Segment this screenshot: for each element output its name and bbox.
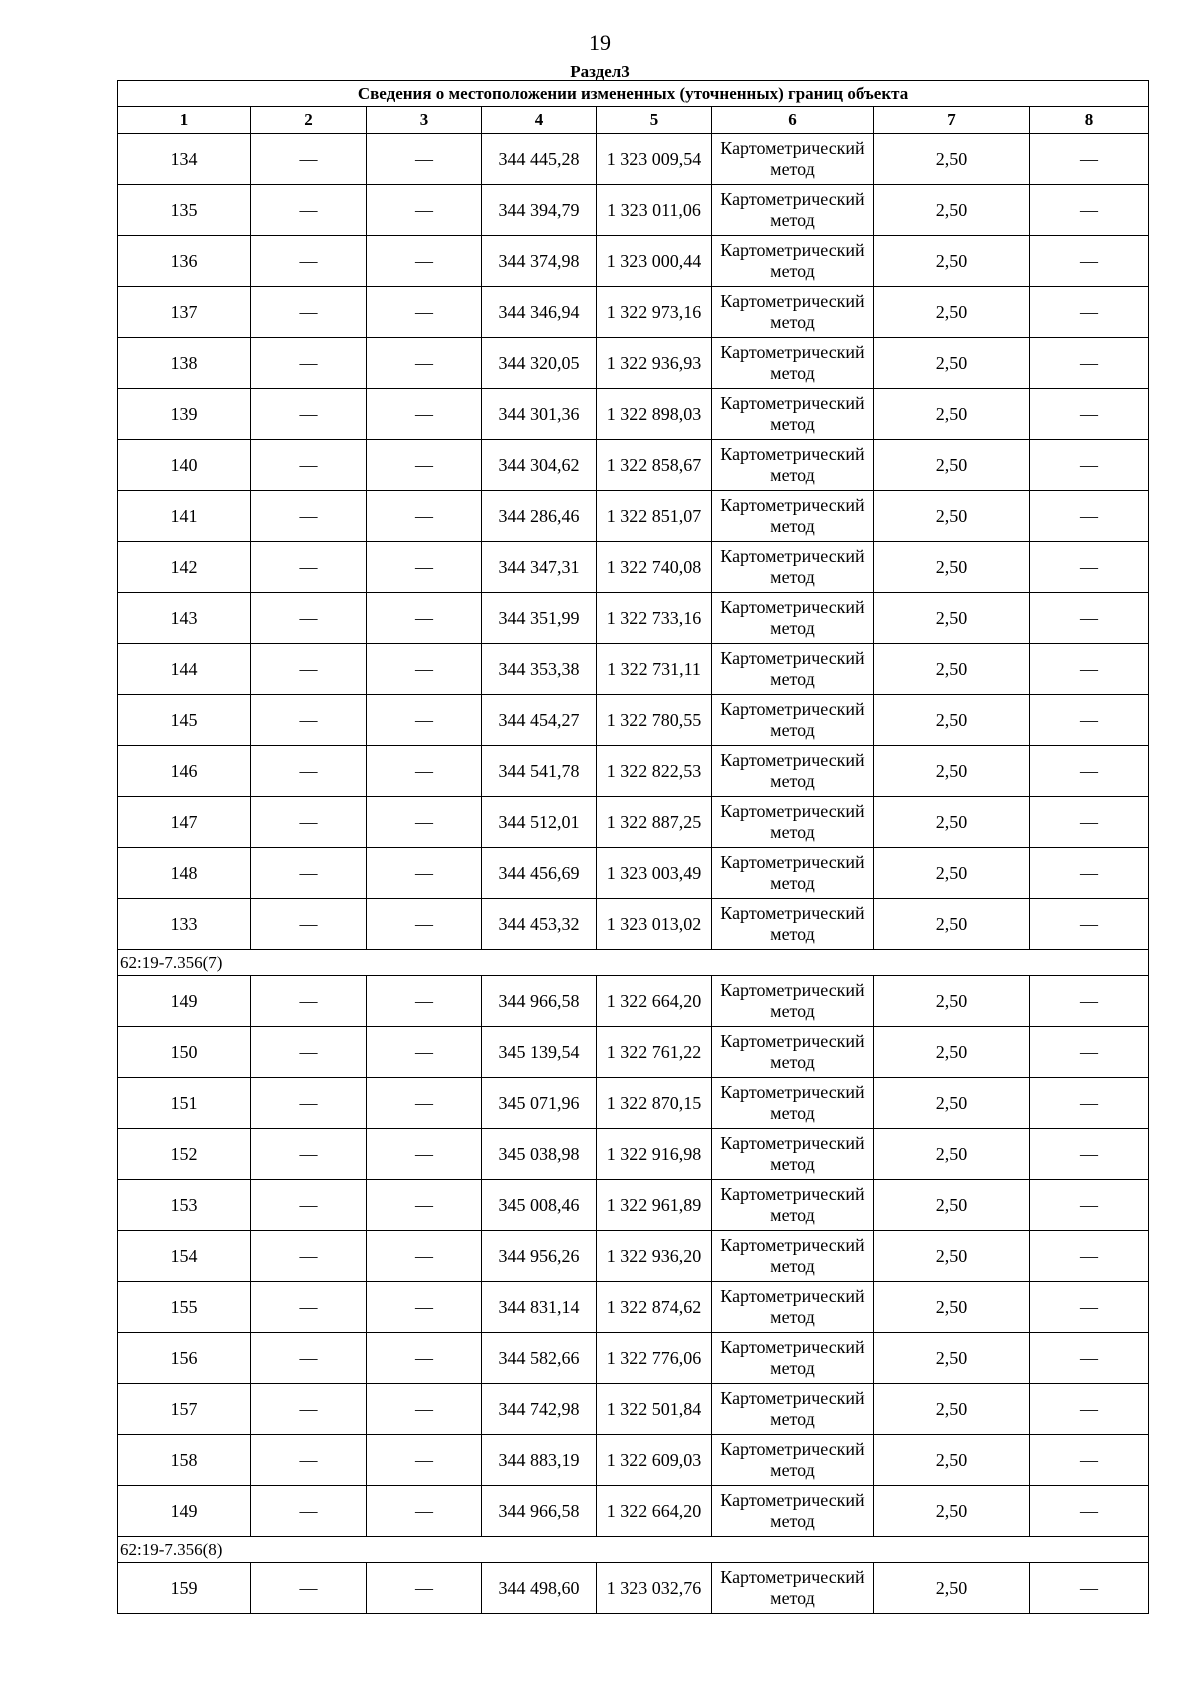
table-row: [118, 1486, 1149, 1537]
cell-col-2: —: [251, 1435, 367, 1486]
cell-accuracy: 2,50: [874, 1027, 1030, 1078]
cell-col-3: —: [367, 1231, 482, 1282]
group-header-row: [118, 1537, 1149, 1563]
cell-col-3: —: [367, 1282, 482, 1333]
boundary-coordinates-table: [117, 80, 1149, 1614]
section-title: Раздел3: [570, 62, 630, 81]
cell-coord-y: 1 322 733,16: [597, 593, 712, 644]
cell-col-2: —: [251, 338, 367, 389]
cell-method: Картометрический метод: [712, 338, 874, 389]
cell-method: Картометрический метод: [712, 644, 874, 695]
table-row: [118, 1231, 1149, 1282]
table-body: [118, 134, 1149, 1614]
cell-col-3: —: [367, 1486, 482, 1537]
cell-method: Картометрический метод: [712, 1333, 874, 1384]
cell-point-number: 135: [118, 185, 251, 236]
cell-col-8: —: [1030, 1231, 1149, 1282]
cell-col-3: —: [367, 593, 482, 644]
cell-coord-x: 344 582,66: [482, 1333, 597, 1384]
cell-coord-x: 345 038,98: [482, 1129, 597, 1180]
cell-point-number: 145: [118, 695, 251, 746]
column-header-4: 4: [482, 107, 597, 134]
cell-accuracy: 2,50: [874, 338, 1030, 389]
cell-col-2: —: [251, 797, 367, 848]
cell-method: Картометрический метод: [712, 1231, 874, 1282]
cell-col-8: —: [1030, 1129, 1149, 1180]
cell-method: Картометрический метод: [712, 287, 874, 338]
cell-col-3: —: [367, 644, 482, 695]
cell-col-8: —: [1030, 440, 1149, 491]
cell-col-8: —: [1030, 1180, 1149, 1231]
cell-col-8: —: [1030, 134, 1149, 185]
cell-col-2: —: [251, 1180, 367, 1231]
cell-coord-x: 345 139,54: [482, 1027, 597, 1078]
cell-col-8: —: [1030, 236, 1149, 287]
cell-coord-x: 344 304,62: [482, 440, 597, 491]
cell-accuracy: 2,50: [874, 440, 1030, 491]
cell-coord-x: 344 498,60: [482, 1563, 597, 1614]
cell-col-2: —: [251, 1486, 367, 1537]
table-caption-row: [118, 81, 1149, 107]
cell-coord-x: 344 453,32: [482, 899, 597, 950]
table-row: [118, 134, 1149, 185]
cell-accuracy: 2,50: [874, 593, 1030, 644]
cell-accuracy: 2,50: [874, 542, 1030, 593]
cell-col-3: —: [367, 1078, 482, 1129]
cell-method: Картометрический метод: [712, 1384, 874, 1435]
cell-method: Картометрический метод: [712, 1486, 874, 1537]
cell-col-8: —: [1030, 899, 1149, 950]
cell-coord-y: 1 322 664,20: [597, 1486, 712, 1537]
table-row: [118, 389, 1149, 440]
cell-coord-x: 344 353,38: [482, 644, 597, 695]
cell-method: Картометрический метод: [712, 185, 874, 236]
cell-point-number: 144: [118, 644, 251, 695]
table-row: [118, 440, 1149, 491]
cell-col-2: —: [251, 491, 367, 542]
cell-point-number: 133: [118, 899, 251, 950]
cell-coord-y: 1 322 936,93: [597, 338, 712, 389]
cell-col-2: —: [251, 593, 367, 644]
cell-col-3: —: [367, 1027, 482, 1078]
cell-col-2: —: [251, 848, 367, 899]
cell-col-8: —: [1030, 389, 1149, 440]
cell-col-3: —: [367, 976, 482, 1027]
table-row: [118, 287, 1149, 338]
cell-coord-y: 1 323 009,54: [597, 134, 712, 185]
cell-col-8: —: [1030, 976, 1149, 1027]
cell-col-8: —: [1030, 695, 1149, 746]
cell-accuracy: 2,50: [874, 287, 1030, 338]
cell-coord-x: 344 351,99: [482, 593, 597, 644]
table-row: [118, 848, 1149, 899]
cell-col-2: —: [251, 644, 367, 695]
cell-point-number: 155: [118, 1282, 251, 1333]
table-row: [118, 1563, 1149, 1614]
cell-coord-y: 1 322 740,08: [597, 542, 712, 593]
cell-accuracy: 2,50: [874, 1486, 1030, 1537]
column-header-6: 6: [712, 107, 874, 134]
cell-col-2: —: [251, 440, 367, 491]
cell-accuracy: 2,50: [874, 1282, 1030, 1333]
cell-col-2: —: [251, 389, 367, 440]
cell-method: Картометрический метод: [712, 695, 874, 746]
cell-col-3: —: [367, 899, 482, 950]
cell-accuracy: 2,50: [874, 976, 1030, 1027]
cell-col-8: —: [1030, 185, 1149, 236]
cell-point-number: 141: [118, 491, 251, 542]
table-row: [118, 1027, 1149, 1078]
cell-coord-y: 1 322 874,62: [597, 1282, 712, 1333]
column-header-5: 5: [597, 107, 712, 134]
cell-col-3: —: [367, 440, 482, 491]
cell-col-3: —: [367, 1563, 482, 1614]
cell-col-3: —: [367, 236, 482, 287]
cell-col-2: —: [251, 695, 367, 746]
cell-col-2: —: [251, 1384, 367, 1435]
cell-col-2: —: [251, 542, 367, 593]
cell-col-2: —: [251, 899, 367, 950]
cell-coord-y: 1 322 973,16: [597, 287, 712, 338]
cell-coord-x: 344 445,28: [482, 134, 597, 185]
cell-coord-y: 1 322 898,03: [597, 389, 712, 440]
cell-method: Картометрический метод: [712, 1129, 874, 1180]
cell-col-3: —: [367, 389, 482, 440]
cell-col-2: —: [251, 1078, 367, 1129]
cell-point-number: 157: [118, 1384, 251, 1435]
cell-coord-y: 1 323 013,02: [597, 899, 712, 950]
cell-col-8: —: [1030, 1078, 1149, 1129]
cell-accuracy: 2,50: [874, 389, 1030, 440]
column-header-3: 3: [367, 107, 482, 134]
cell-point-number: 152: [118, 1129, 251, 1180]
table-row: [118, 185, 1149, 236]
cell-col-8: —: [1030, 1282, 1149, 1333]
cell-accuracy: 2,50: [874, 746, 1030, 797]
table-row: [118, 899, 1149, 950]
cell-col-3: —: [367, 746, 482, 797]
cell-accuracy: 2,50: [874, 1078, 1030, 1129]
group-label: 62:19-7.356(8): [118, 1537, 1149, 1563]
cell-col-8: —: [1030, 1384, 1149, 1435]
cell-col-2: —: [251, 1563, 367, 1614]
cell-point-number: 136: [118, 236, 251, 287]
cell-point-number: 158: [118, 1435, 251, 1486]
cell-method: Картометрический метод: [712, 1180, 874, 1231]
table-row: [118, 1384, 1149, 1435]
group-label: 62:19-7.356(7): [118, 950, 1149, 976]
cell-coord-y: 1 322 780,55: [597, 695, 712, 746]
cell-accuracy: 2,50: [874, 1333, 1030, 1384]
cell-coord-y: 1 322 761,22: [597, 1027, 712, 1078]
cell-method: Картометрический метод: [712, 1563, 874, 1614]
cell-coord-x: 344 286,46: [482, 491, 597, 542]
cell-point-number: 142: [118, 542, 251, 593]
cell-coord-y: 1 322 870,15: [597, 1078, 712, 1129]
cell-accuracy: 2,50: [874, 848, 1030, 899]
cell-col-3: —: [367, 695, 482, 746]
cell-coord-x: 344 347,31: [482, 542, 597, 593]
cell-col-8: —: [1030, 1563, 1149, 1614]
cell-col-3: —: [367, 1435, 482, 1486]
cell-coord-y: 1 322 731,11: [597, 644, 712, 695]
cell-accuracy: 2,50: [874, 1563, 1030, 1614]
cell-coord-x: 345 008,46: [482, 1180, 597, 1231]
cell-col-2: —: [251, 185, 367, 236]
cell-point-number: 140: [118, 440, 251, 491]
cell-accuracy: 2,50: [874, 134, 1030, 185]
cell-col-2: —: [251, 236, 367, 287]
cell-point-number: 137: [118, 287, 251, 338]
cell-col-8: —: [1030, 644, 1149, 695]
cell-coord-y: 1 322 501,84: [597, 1384, 712, 1435]
table-row: [118, 1129, 1149, 1180]
table-row: [118, 746, 1149, 797]
table-row: [118, 593, 1149, 644]
cell-point-number: 143: [118, 593, 251, 644]
cell-col-2: —: [251, 1129, 367, 1180]
table-row: [118, 797, 1149, 848]
cell-coord-y: 1 323 000,44: [597, 236, 712, 287]
table-row: [118, 976, 1149, 1027]
cell-method: Картометрический метод: [712, 899, 874, 950]
cell-col-2: —: [251, 1231, 367, 1282]
cell-coord-y: 1 322 961,89: [597, 1180, 712, 1231]
table-row: [118, 1180, 1149, 1231]
table-row: [118, 236, 1149, 287]
cell-accuracy: 2,50: [874, 1384, 1030, 1435]
cell-point-number: 153: [118, 1180, 251, 1231]
cell-accuracy: 2,50: [874, 185, 1030, 236]
cell-coord-y: 1 323 003,49: [597, 848, 712, 899]
cell-point-number: 146: [118, 746, 251, 797]
column-header-row: [118, 107, 1149, 134]
table-row: [118, 338, 1149, 389]
cell-coord-x: 344 456,69: [482, 848, 597, 899]
cell-coord-x: 344 883,19: [482, 1435, 597, 1486]
cell-coord-y: 1 322 887,25: [597, 797, 712, 848]
cell-method: Картометрический метод: [712, 746, 874, 797]
cell-col-8: —: [1030, 338, 1149, 389]
cell-col-8: —: [1030, 491, 1149, 542]
cell-method: Картометрический метод: [712, 236, 874, 287]
cell-col-8: —: [1030, 1435, 1149, 1486]
cell-col-3: —: [367, 338, 482, 389]
cell-point-number: 148: [118, 848, 251, 899]
cell-col-2: —: [251, 976, 367, 1027]
cell-coord-y: 1 322 609,03: [597, 1435, 712, 1486]
cell-col-3: —: [367, 542, 482, 593]
cell-col-2: —: [251, 746, 367, 797]
column-header-2: 2: [251, 107, 367, 134]
cell-method: Картометрический метод: [712, 1027, 874, 1078]
cell-coord-x: 345 071,96: [482, 1078, 597, 1129]
cell-point-number: 139: [118, 389, 251, 440]
table-row: [118, 1333, 1149, 1384]
table-row: [118, 1078, 1149, 1129]
cell-coord-x: 344 374,98: [482, 236, 597, 287]
cell-point-number: 156: [118, 1333, 251, 1384]
cell-col-8: —: [1030, 848, 1149, 899]
cell-coord-x: 344 320,05: [482, 338, 597, 389]
cell-coord-x: 344 301,36: [482, 389, 597, 440]
cell-method: Картометрический метод: [712, 389, 874, 440]
cell-coord-x: 344 512,01: [482, 797, 597, 848]
cell-col-3: —: [367, 491, 482, 542]
cell-method: Картометрический метод: [712, 797, 874, 848]
cell-point-number: 159: [118, 1563, 251, 1614]
table-caption: Сведения о местоположении измененных (уточненных) границ объекта: [118, 81, 1149, 107]
cell-col-3: —: [367, 1129, 482, 1180]
cell-accuracy: 2,50: [874, 797, 1030, 848]
cell-coord-x: 344 394,79: [482, 185, 597, 236]
cell-coord-x: 344 346,94: [482, 287, 597, 338]
cell-coord-x: 344 541,78: [482, 746, 597, 797]
cell-col-8: —: [1030, 797, 1149, 848]
table-row: [118, 1435, 1149, 1486]
table-row: [118, 644, 1149, 695]
cell-point-number: 147: [118, 797, 251, 848]
cell-col-3: —: [367, 287, 482, 338]
cell-accuracy: 2,50: [874, 1435, 1030, 1486]
cell-col-3: —: [367, 1180, 482, 1231]
table-row: [118, 491, 1149, 542]
cell-method: Картометрический метод: [712, 1078, 874, 1129]
cell-method: Картометрический метод: [712, 134, 874, 185]
cell-method: Картометрический метод: [712, 491, 874, 542]
cell-col-8: —: [1030, 1486, 1149, 1537]
cell-col-8: —: [1030, 593, 1149, 644]
cell-col-3: —: [367, 185, 482, 236]
column-header-8: 8: [1030, 107, 1149, 134]
cell-col-8: —: [1030, 287, 1149, 338]
cell-method: Картометрический метод: [712, 1282, 874, 1333]
page-number: 19: [589, 30, 611, 55]
cell-accuracy: 2,50: [874, 1129, 1030, 1180]
cell-coord-y: 1 322 858,67: [597, 440, 712, 491]
cell-method: Картометрический метод: [712, 848, 874, 899]
cell-col-3: —: [367, 1333, 482, 1384]
cell-coord-x: 344 956,26: [482, 1231, 597, 1282]
cell-col-8: —: [1030, 542, 1149, 593]
cell-point-number: 138: [118, 338, 251, 389]
cell-col-3: —: [367, 134, 482, 185]
cell-method: Картометрический метод: [712, 593, 874, 644]
cell-col-3: —: [367, 797, 482, 848]
cell-accuracy: 2,50: [874, 236, 1030, 287]
cell-coord-y: 1 322 664,20: [597, 976, 712, 1027]
cell-coord-x: 344 742,98: [482, 1384, 597, 1435]
cell-coord-y: 1 323 011,06: [597, 185, 712, 236]
table-row: [118, 542, 1149, 593]
cell-point-number: 150: [118, 1027, 251, 1078]
cell-col-8: —: [1030, 1333, 1149, 1384]
column-header-1: 1: [118, 107, 251, 134]
cell-coord-y: 1 322 851,07: [597, 491, 712, 542]
cell-accuracy: 2,50: [874, 1231, 1030, 1282]
table-row: [118, 1282, 1149, 1333]
cell-col-8: —: [1030, 746, 1149, 797]
cell-coord-x: 344 966,58: [482, 976, 597, 1027]
cell-col-2: —: [251, 287, 367, 338]
group-header-row: [118, 950, 1149, 976]
cell-method: Картометрический метод: [712, 440, 874, 491]
cell-col-8: —: [1030, 1027, 1149, 1078]
cell-method: Картометрический метод: [712, 1435, 874, 1486]
cell-coord-y: 1 322 936,20: [597, 1231, 712, 1282]
cell-coord-x: 344 454,27: [482, 695, 597, 746]
cell-point-number: 149: [118, 976, 251, 1027]
cell-point-number: 134: [118, 134, 251, 185]
cell-accuracy: 2,50: [874, 644, 1030, 695]
cell-col-2: —: [251, 1282, 367, 1333]
cell-col-2: —: [251, 1333, 367, 1384]
cell-col-3: —: [367, 848, 482, 899]
cell-coord-x: 344 831,14: [482, 1282, 597, 1333]
cell-accuracy: 2,50: [874, 1180, 1030, 1231]
cell-coord-x: 344 966,58: [482, 1486, 597, 1537]
cell-accuracy: 2,50: [874, 491, 1030, 542]
cell-point-number: 149: [118, 1486, 251, 1537]
cell-point-number: 154: [118, 1231, 251, 1282]
column-header-7: 7: [874, 107, 1030, 134]
cell-point-number: 151: [118, 1078, 251, 1129]
cell-accuracy: 2,50: [874, 695, 1030, 746]
cell-col-2: —: [251, 1027, 367, 1078]
cell-coord-y: 1 322 776,06: [597, 1333, 712, 1384]
cell-coord-y: 1 322 916,98: [597, 1129, 712, 1180]
cell-method: Картометрический метод: [712, 976, 874, 1027]
cell-col-3: —: [367, 1384, 482, 1435]
cell-coord-y: 1 323 032,76: [597, 1563, 712, 1614]
table-row: [118, 695, 1149, 746]
cell-method: Картометрический метод: [712, 542, 874, 593]
cell-accuracy: 2,50: [874, 899, 1030, 950]
cell-coord-y: 1 322 822,53: [597, 746, 712, 797]
cell-col-2: —: [251, 134, 367, 185]
